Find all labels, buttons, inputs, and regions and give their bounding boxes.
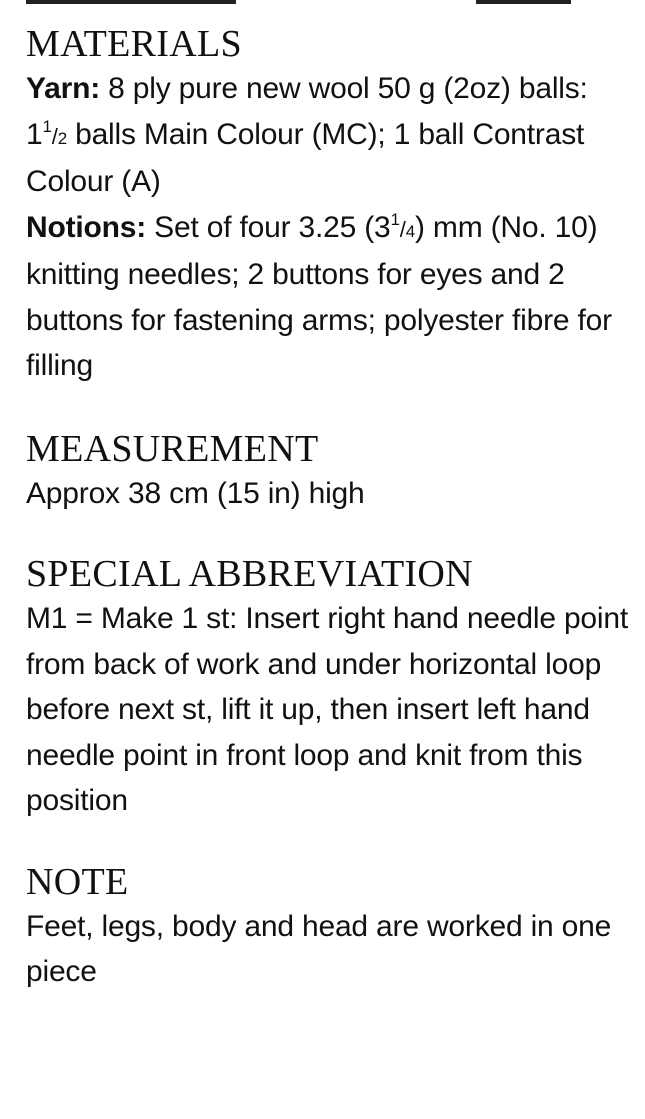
notions-text-2: ) mm (No. 10) knitting needles; 2 buttons for eyes and 2 buttons for fastening arms; polyester fibre for filling xyxy=(26,210,612,382)
yarn-label: Yarn: xyxy=(26,72,101,105)
note-section xyxy=(26,860,636,995)
yarn-fraction-numerator: 1 xyxy=(42,116,52,136)
yarn-text-1: 8 ply pure new wool 50 g (2oz) balls: 1 xyxy=(26,72,588,151)
note-text: Feet, legs, body and head are worked in one piece xyxy=(26,909,612,988)
yarn-paragraph xyxy=(26,66,636,205)
materials-section xyxy=(26,22,636,389)
notions-fraction: $^1$/4 xyxy=(390,209,415,242)
yarn-text-2: balls Main Colour (MC); 1 ball Contrast Colour (A) xyxy=(26,117,585,198)
special-abbreviation-section xyxy=(26,552,636,824)
notions-paragraph xyxy=(26,205,636,389)
notions-fraction-numerator: 1 xyxy=(390,209,400,229)
pattern-page xyxy=(26,0,636,995)
yarn-fraction: $^1$/2 xyxy=(42,116,67,149)
materials-heading: MATERIALS xyxy=(26,23,242,65)
cropped-text-remnant xyxy=(26,0,636,12)
special-abbreviation-text: M1 = Make 1 st: Insert right hand needle point from back of work and under horizontal loop before next st, lift it up, then insert left hand needle point in front loop and knit from this position xyxy=(26,602,628,817)
measurement-heading: MEASUREMENT xyxy=(26,427,319,470)
notions-fraction-denominator: 4 xyxy=(405,221,415,241)
note-heading: NOTE xyxy=(26,860,129,903)
special-abbreviation-heading: SPECIAL ABBREVIATION xyxy=(26,553,473,595)
notions-label: Notions: xyxy=(26,210,147,244)
measurement-text: Approx 38 cm (15 in) high xyxy=(26,476,365,510)
measurement-section xyxy=(26,427,636,517)
yarn-fraction-denominator: 2 xyxy=(57,128,67,148)
notions-text-1: Set of four 3.25 (3 xyxy=(146,210,391,244)
